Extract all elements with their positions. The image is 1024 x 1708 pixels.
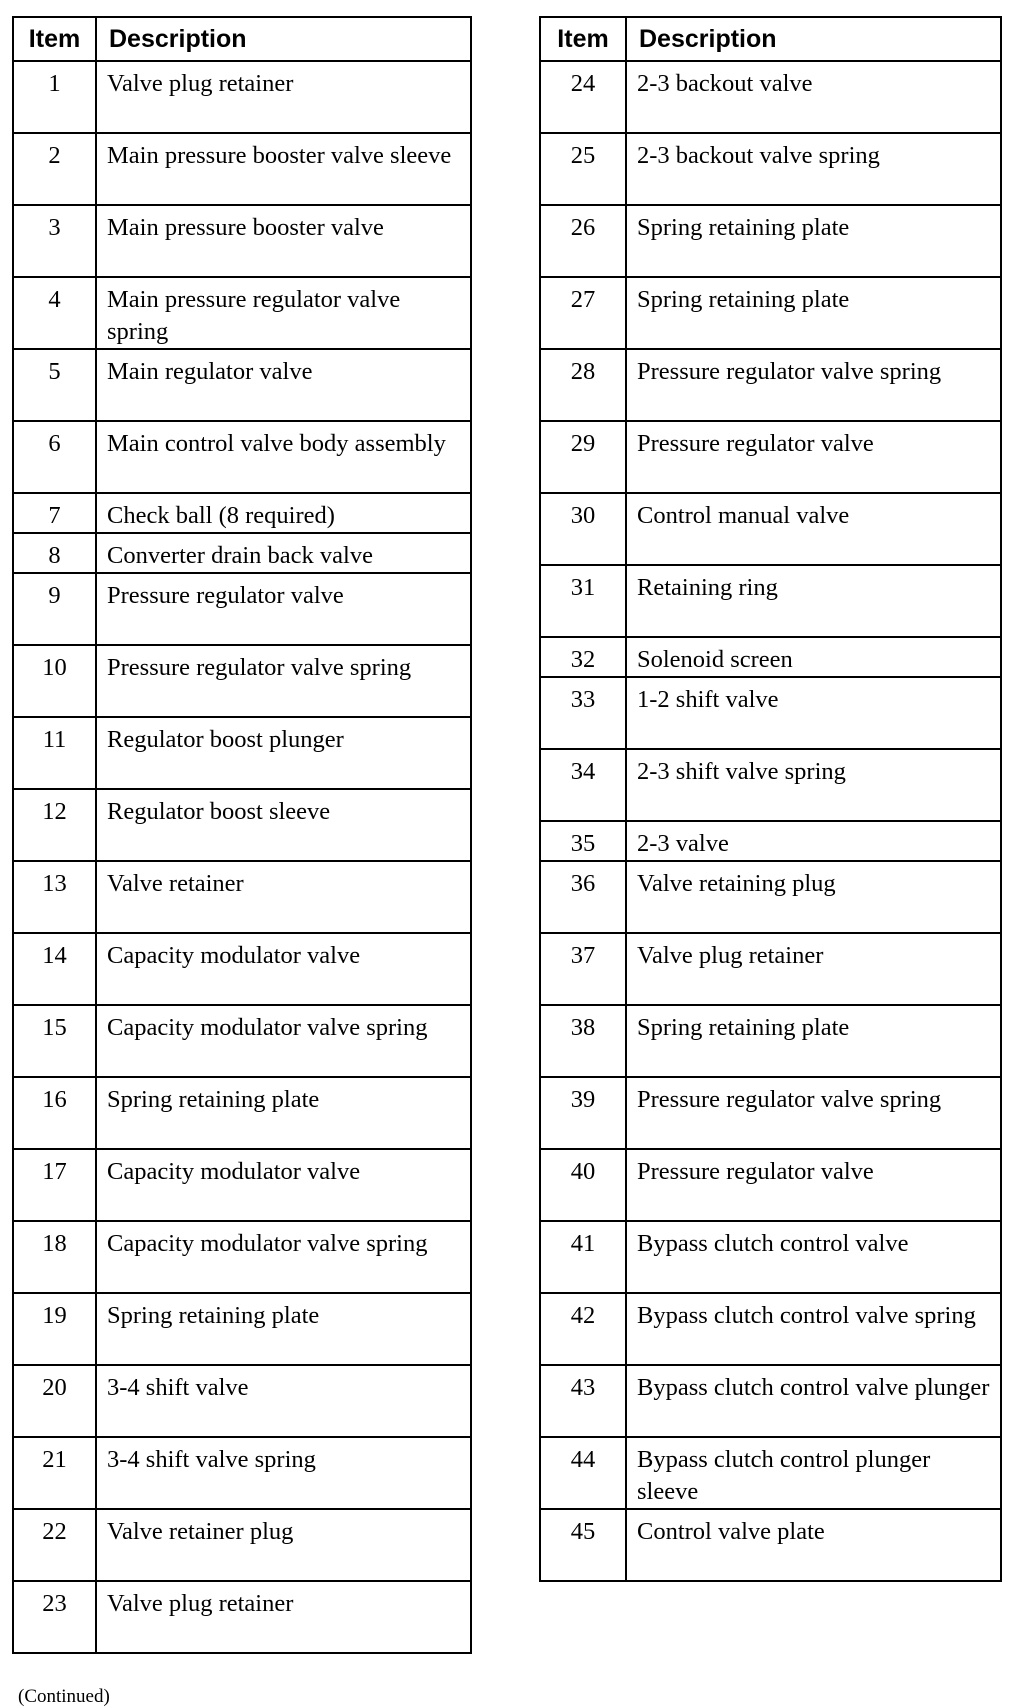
- table-row: [13, 1149, 471, 1221]
- table-row: [13, 205, 471, 277]
- table-row: [540, 677, 1001, 749]
- item-description: 3-4 shift valve spring: [96, 1437, 471, 1509]
- item-column-header: Item: [540, 17, 626, 61]
- item-number: 19: [13, 1293, 96, 1365]
- table-row: [540, 637, 1001, 677]
- item-number: 15: [13, 1005, 96, 1077]
- item-number: 34: [540, 749, 626, 821]
- table-row: [540, 1005, 1001, 1077]
- item-number: 14: [13, 933, 96, 1005]
- item-description: Valve plug retainer: [96, 61, 471, 133]
- table-row: [540, 565, 1001, 637]
- table-header-row: [13, 17, 471, 61]
- item-number: 30: [540, 493, 626, 565]
- item-description: 2-3 shift valve spring: [626, 749, 1001, 821]
- item-description: Bypass clutch control valve plunger: [626, 1365, 1001, 1437]
- table-row: [13, 533, 471, 573]
- item-number: 31: [540, 565, 626, 637]
- table-row: [540, 1149, 1001, 1221]
- item-description: Check ball (8 required): [96, 493, 471, 533]
- item-number: 8: [13, 533, 96, 573]
- item-description: Spring retaining plate: [96, 1293, 471, 1365]
- table-row: [13, 349, 471, 421]
- item-number: 37: [540, 933, 626, 1005]
- continued-note: (Continued): [18, 1686, 110, 1707]
- item-description: Regulator boost plunger: [96, 717, 471, 789]
- table-row: [540, 1365, 1001, 1437]
- item-description: Valve retaining plug: [626, 861, 1001, 933]
- item-number: 2: [13, 133, 96, 205]
- item-number: 11: [13, 717, 96, 789]
- table-header-row: [540, 17, 1001, 61]
- table-row: [13, 1509, 471, 1581]
- item-description: Pressure regulator valve spring: [626, 1077, 1001, 1149]
- item-description: Main pressure booster valve: [96, 205, 471, 277]
- table-row: [540, 821, 1001, 861]
- table-row: [13, 717, 471, 789]
- item-number: 3: [13, 205, 96, 277]
- item-number: 5: [13, 349, 96, 421]
- table-row: [540, 61, 1001, 133]
- item-description: 2-3 backout valve spring: [626, 133, 1001, 205]
- item-description: Control valve plate: [626, 1509, 1001, 1581]
- table-row: [540, 1221, 1001, 1293]
- item-description: Main regulator valve: [96, 349, 471, 421]
- item-description: 1-2 shift valve: [626, 677, 1001, 749]
- item-number: 13: [13, 861, 96, 933]
- item-number: 35: [540, 821, 626, 861]
- item-description: Pressure regulator valve: [96, 573, 471, 645]
- item-number: 16: [13, 1077, 96, 1149]
- item-description: Converter drain back valve: [96, 533, 471, 573]
- table-row: [13, 277, 471, 349]
- item-description: Solenoid screen: [626, 637, 1001, 677]
- table-row: [540, 1077, 1001, 1149]
- item-number: 9: [13, 573, 96, 645]
- item-number: 20: [13, 1365, 96, 1437]
- table-row: [13, 645, 471, 717]
- table-row: [13, 133, 471, 205]
- table-row: [540, 1293, 1001, 1365]
- item-description: Valve plug retainer: [626, 933, 1001, 1005]
- item-number: 41: [540, 1221, 626, 1293]
- parts-table-left: [12, 16, 472, 1654]
- table-row: [13, 1365, 471, 1437]
- item-number: 18: [13, 1221, 96, 1293]
- item-number: 12: [13, 789, 96, 861]
- item-description: Capacity modulator valve spring: [96, 1005, 471, 1077]
- description-column-header: Description: [96, 17, 471, 61]
- table-row: [540, 493, 1001, 565]
- item-description: Pressure regulator valve: [626, 1149, 1001, 1221]
- item-number: 43: [540, 1365, 626, 1437]
- table-row: [13, 789, 471, 861]
- table-row: [13, 1437, 471, 1509]
- item-description: Spring retaining plate: [626, 205, 1001, 277]
- table-row: [13, 573, 471, 645]
- item-description: Valve retainer: [96, 861, 471, 933]
- item-description: Main control valve body assembly: [96, 421, 471, 493]
- table-row: [540, 1437, 1001, 1509]
- item-description: Regulator boost sleeve: [96, 789, 471, 861]
- item-number: 1: [13, 61, 96, 133]
- table-row: [13, 421, 471, 493]
- table-row: [13, 1581, 471, 1653]
- item-number: 32: [540, 637, 626, 677]
- item-number: 21: [13, 1437, 96, 1509]
- table-row: [13, 61, 471, 133]
- item-number: 10: [13, 645, 96, 717]
- item-column-header: Item: [13, 17, 96, 61]
- item-number: 44: [540, 1437, 626, 1509]
- table-row: [540, 349, 1001, 421]
- table-row: [540, 1509, 1001, 1581]
- item-description: Pressure regulator valve spring: [626, 349, 1001, 421]
- item-description: 2-3 valve: [626, 821, 1001, 861]
- item-description: Control manual valve: [626, 493, 1001, 565]
- item-description: Retaining ring: [626, 565, 1001, 637]
- table-row: [13, 1005, 471, 1077]
- item-number: 38: [540, 1005, 626, 1077]
- table-row: [540, 421, 1001, 493]
- item-number: 28: [540, 349, 626, 421]
- item-description: Main pressure regulator valve spring: [96, 277, 471, 349]
- table-row: [540, 205, 1001, 277]
- table-row: [13, 1293, 471, 1365]
- table-row: [540, 749, 1001, 821]
- description-column-header: Description: [626, 17, 1001, 61]
- item-description: Valve plug retainer: [96, 1581, 471, 1653]
- item-number: 24: [540, 61, 626, 133]
- item-description: Capacity modulator valve spring: [96, 1221, 471, 1293]
- item-number: 4: [13, 277, 96, 349]
- item-number: 25: [540, 133, 626, 205]
- item-number: 17: [13, 1149, 96, 1221]
- item-description: Bypass clutch control valve: [626, 1221, 1001, 1293]
- item-description: Bypass clutch control plunger sleeve: [626, 1437, 1001, 1509]
- item-description: Pressure regulator valve: [626, 421, 1001, 493]
- item-number: 27: [540, 277, 626, 349]
- item-description: Spring retaining plate: [626, 277, 1001, 349]
- item-description: 3-4 shift valve: [96, 1365, 471, 1437]
- item-description: Spring retaining plate: [626, 1005, 1001, 1077]
- item-description: Capacity modulator valve: [96, 1149, 471, 1221]
- item-number: 23: [13, 1581, 96, 1653]
- item-number: 6: [13, 421, 96, 493]
- item-description: Spring retaining plate: [96, 1077, 471, 1149]
- parts-table-right: [539, 16, 1002, 1582]
- item-number: 36: [540, 861, 626, 933]
- item-number: 40: [540, 1149, 626, 1221]
- table-row: [540, 933, 1001, 1005]
- table-row: [13, 1221, 471, 1293]
- table-row: [13, 933, 471, 1005]
- item-description: Pressure regulator valve spring: [96, 645, 471, 717]
- table-row: [13, 1077, 471, 1149]
- item-number: 26: [540, 205, 626, 277]
- item-number: 33: [540, 677, 626, 749]
- item-number: 29: [540, 421, 626, 493]
- item-number: 22: [13, 1509, 96, 1581]
- item-description: Bypass clutch control valve spring: [626, 1293, 1001, 1365]
- item-description: 2-3 backout valve: [626, 61, 1001, 133]
- table-row: [540, 861, 1001, 933]
- item-number: 42: [540, 1293, 626, 1365]
- item-number: 7: [13, 493, 96, 533]
- item-description: Capacity modulator valve: [96, 933, 471, 1005]
- item-number: 45: [540, 1509, 626, 1581]
- item-number: 39: [540, 1077, 626, 1149]
- item-description: Main pressure booster valve sleeve: [96, 133, 471, 205]
- table-row: [540, 133, 1001, 205]
- table-row: [13, 493, 471, 533]
- item-description: Valve retainer plug: [96, 1509, 471, 1581]
- table-row: [540, 277, 1001, 349]
- table-row: [13, 861, 471, 933]
